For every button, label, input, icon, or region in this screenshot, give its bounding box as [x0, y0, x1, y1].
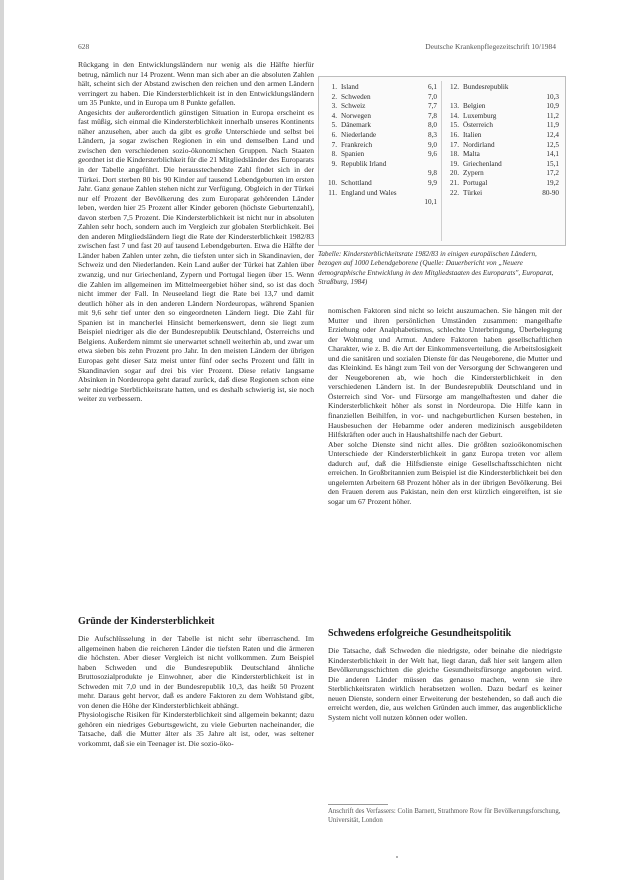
page-number: 628 [78, 42, 90, 51]
table-row: 17. Nordirland 12,5 [450, 140, 559, 149]
table-row: 19. Griechenland 15,1 [450, 159, 559, 168]
paragraph: nomischen Faktoren sind nicht so leicht auszumachen. Sie hängen mit der Mutter und ihren persönlichen Umständen zusammen: mangelhafte Erziehung oder Analphabetismus, schlechte Unterbringung, Überbelegung der Wohnung und Armut. Andere Faktoren haben gesellschaftlichen Charakter, wie z. B. die Art der Einkommensverteilung, die Arbeitslosigkeit und die sanitären und sozialen Dienste für das Neugeborene, die Mutter und das Kleinkind. Es hängt zum Teil von der Versorgung der Schwangeren und der Neugeborenen ab, wie hoch die Kindersterblichkeit in den verschiedenen Ländern ist. In der Bundesrepublik Deutschland und in Österreich sind Vor- und Fürsorge am mangelhaftesten und daher die Kindersterblichkeit höher als sonst in Nordeuropa. Die Hilfe kann in finanziellen Beihilfen, in vor- und nachgeburtlichen Kursen bestehen, in Hausbesuchen der Hebamme oder anderen medizinisch ausgebildeten Hilfskräften oder auch in Haushaltshilfe nach der Geburt. [328, 306, 562, 440]
paragraph: Die Aufschlüsselung in der Tabelle ist nicht sehr überraschend. Im allgemeinen haben die reicheren Länder die tiefsten Raten und die ärmeren die höchsten. Aber dieser Vergleich ist nicht vollkommen. Zum Beispiel haben Schweden und die Bundesrepublik Deutschland ähnliche Bruttosozialprodukte je Einwohner, aber die Kindersterblichkeit ist in Schweden mit 7,0 und in der Bundesrepublik 10,3, das heißt 50 Prozent mehr. Daraus geht hervor, daß es andere Faktoren zu dem Wohlstand gibt, von denen die Höhe der Kindersterblichkeit abhängt. [78, 634, 314, 710]
table-row: 22. Türkei 80-90 [450, 188, 559, 197]
table-divider [441, 81, 442, 241]
left-column-bottom [78, 634, 314, 749]
page-mark [396, 856, 398, 858]
table-row: 2. Schweden 7,0 [331, 92, 437, 101]
paragraph: Aber solche Dienste sind nicht alles. Die größten sozioökonomischen Unterschiede der Kindersterblichkeit in ganz Europa treten vor allem dadurch auf, daß die Hilfsdienste einige Gesellschaftsschichten nicht erreichen. In Großbritannien zum Beispiel ist die Kindersterblichkeit bei den ungelernten Arbeitern 68 Prozent höher als in der übrigen Bevölkerung. Bei den Frauen derem aus Pakistan, nein den erst kürzlich eingereiften, ist sie sogar um 67 Prozent höher. [328, 439, 562, 506]
paragraph: Physiologische Risiken für Kindersterblichkeit sind allgemein bekannt; dazu gehören ein niedriges Geburtsgewicht, zu viele Geburten nacheinander, die Tatsache, daß die Mutter älter als 35 Jahre alt ist, oder, was seltener vorkommt, daß sie ein Teenager ist. Die sozio-öko- [78, 710, 314, 749]
section-heading: Gründe der Kindersterblichkeit [78, 616, 215, 627]
table-row: 6. Niederlande 8,3 [331, 130, 437, 139]
author-footnote: Anschrift des Verfassers: Colin Barnett, Strathmore Row für Bevölkerungsforschung, Universität, London [328, 808, 561, 824]
table-row: 21. Portugal 19,2 [450, 178, 559, 187]
left-column-top [78, 60, 314, 404]
paragraph: Angesichts der außerordentlich günstigen Situation in Europa erscheint es fast müßig, sich einmal die Kindersterblichkeit innerhalb unseres Kontinents näher anzusehen, aber auch da gibt es große Unterschiede und selbst bei Ländern, ja sogar zwischen Regionen in ein und demselben Land und zwischen den verschiedenen sozio-ökonomischen Gruppen. Nach Staaten geordnet ist die Kindersterblichkeit für die 21 Mitgliedsländer des Europarats in der Tabelle angeführt. Die herausstechendste Zahl findet sich in der Türkei. Dort sterben 80 bis 90 Kinder auf tausend Lebendgeburten im ersten Jahr. Ganz genaue Zahlen stehen nicht zur Verfügung. Obgleich in der Türkei nur elf Prozent der Bevölkerung des zum Europarat gehörenden Länder leben, werden hier 25 Prozent aller Kinder geboren (höchste Geburtenzahl), davon sterben 7,5 Prozent. Die Kindersterblichkeit ist nicht nur in absoluten Zahlen sehr hoch, sondern auch im Vergleich zur globalen Sterblichkeit. Bei den anderen Mitgliedsländern liegt die Rate der Kindersterblichkeit 1982/83 zwischen fast 7 und fast 20 auf tausend Lebendgeburten. Etwa die Hälfte der Länder haben Zahlen unter zehn, die tiefsten unter sich in Skandinavien, der Schweiz und den Niederlanden. Kein Land außer der Türkei hat Zahlen über zwanzig, und nur Griechenland, Zypern und Portugal liegen über 15. Wenn die Zahlen im allgemeinen im Mittelmeergebiet höher sind, so ist das doch nicht immer der Fall. In Neuseeland liegt die Rate bei 13,7 und damit deutlich höher als in den anderen Ländern Nordeuropas, während Spanien mit 9,6 sehr tief unter den so eingeordneten Ländern liegt. Die Zahl für Spanien ist in mancherlei Hinsicht bemerkenswert, denn sie liegt zum Beispiel niedriger als die der Bundesrepublik Deutschland, Österreichs und Belgiens. Außerdem nimmt sie unerwartet schnell weiterhin ab, und zwar um etwa sieben bis zehn Prozent pro Jahr. In den meisten Ländern der übrigen Europas geht dieser Satz meist unter fünf oder sechs Prozent und fällt in Skandinavien sogar auf drei bis vier Prozent. Diese relativ langsame Absinken in Nordeuropa geht darauf zurück, daß diese Regionen schon eine sehr niedrige Sterblichkeitsrate hatten, und es deshalb schwierig ist, sie noch weiter zu verbessern. [78, 107, 314, 404]
table-row: 9. Republik Irland 9,8 [331, 159, 437, 178]
table-caption: Tabelle: Kindersterblichkeitsrate 1982/83 in einigen europäischen Ländern, bezogen auf 1000 Lebendgeborene (Quelle: Dauerbericht von „Neuere demographische Entwicklung in den Mitgliedstaaten des Europarats", Europarat, Straßburg, 1984) [318, 250, 554, 287]
page-edge [0, 0, 4, 880]
table-row: 8. Spanien 9,6 [331, 150, 437, 159]
paragraph: Rückgang in den Entwicklungsländern nur wenig als die Hälfte hierfür betrug, nämlich nur 14 Prozent. Wenn man sich aber an die absoluten Zahlen hält, scheint sich der Abstand zwischen den reichen und den armen Ländern verringert zu haben. Die Kindersterblichkeit ist in den Entwicklungsländern um 35 Punkte, und in Europa um 8 Punkte gefallen. [78, 60, 314, 108]
table-row: 15. Österreich 11,9 [450, 121, 559, 130]
paragraph: Die Tatsache, daß Schweden die niedrigste, oder beinahe die niedrigste Kindersterblichkeit in der Welt hat, liegt daran, daß hier seit langem allen Bevölkerungsschichten die gleiche Gesundheitsfürsorge angeboten wird. Die anderen Länder müssen das genauso machen, wenn sie ihre Sterblichkeitsraten wirklich herabsetzen wollen. Dazu bedarf es keiner neuen Dienste, sondern einer Erweiterung der bestehenden, so daß auch die erreicht werden, die, aus welchen Gründen auch immer, das augenblickliche System nicht voll nutzen können oder wollen. [328, 646, 562, 722]
table-row: 13. Belgien 10,9 [450, 102, 559, 111]
table-row: 7. Frankreich 9,0 [331, 140, 437, 149]
table-row: 1. Island 6,1 [331, 83, 437, 91]
table-row: 16. Italien 12,4 [450, 130, 559, 139]
page-header [78, 42, 556, 54]
table-row: 20. Zypern 17,2 [450, 169, 559, 178]
table-column-right [447, 83, 559, 198]
right-column-bottom [328, 646, 562, 722]
table-row: 5. Dänemark 8,0 [331, 121, 437, 130]
table-row: 11. England und Wales 10,1 [328, 188, 437, 207]
table-row: 10. Schottland 9,9 [328, 178, 437, 187]
table-row: 14. Luxemburg 11,2 [450, 111, 559, 120]
table-row: 4. Norwegen 7,8 [331, 111, 437, 120]
table-row: 12. Bundesrepublik 10,3 [450, 83, 559, 101]
table-row: 18. Malta 14,1 [450, 150, 559, 159]
table-row: 3. Schweiz 7,7 [331, 102, 437, 111]
right-column-middle [328, 306, 562, 506]
section-heading: Schwedens erfolgreiche Gesundheitspolitik [328, 628, 512, 639]
infant-mortality-table [318, 76, 566, 246]
journal-title: Deutsche Krankenpflegezeitschrift 10/1984 [425, 42, 556, 51]
footnote-rule [328, 804, 388, 805]
table-column-left [325, 83, 437, 208]
